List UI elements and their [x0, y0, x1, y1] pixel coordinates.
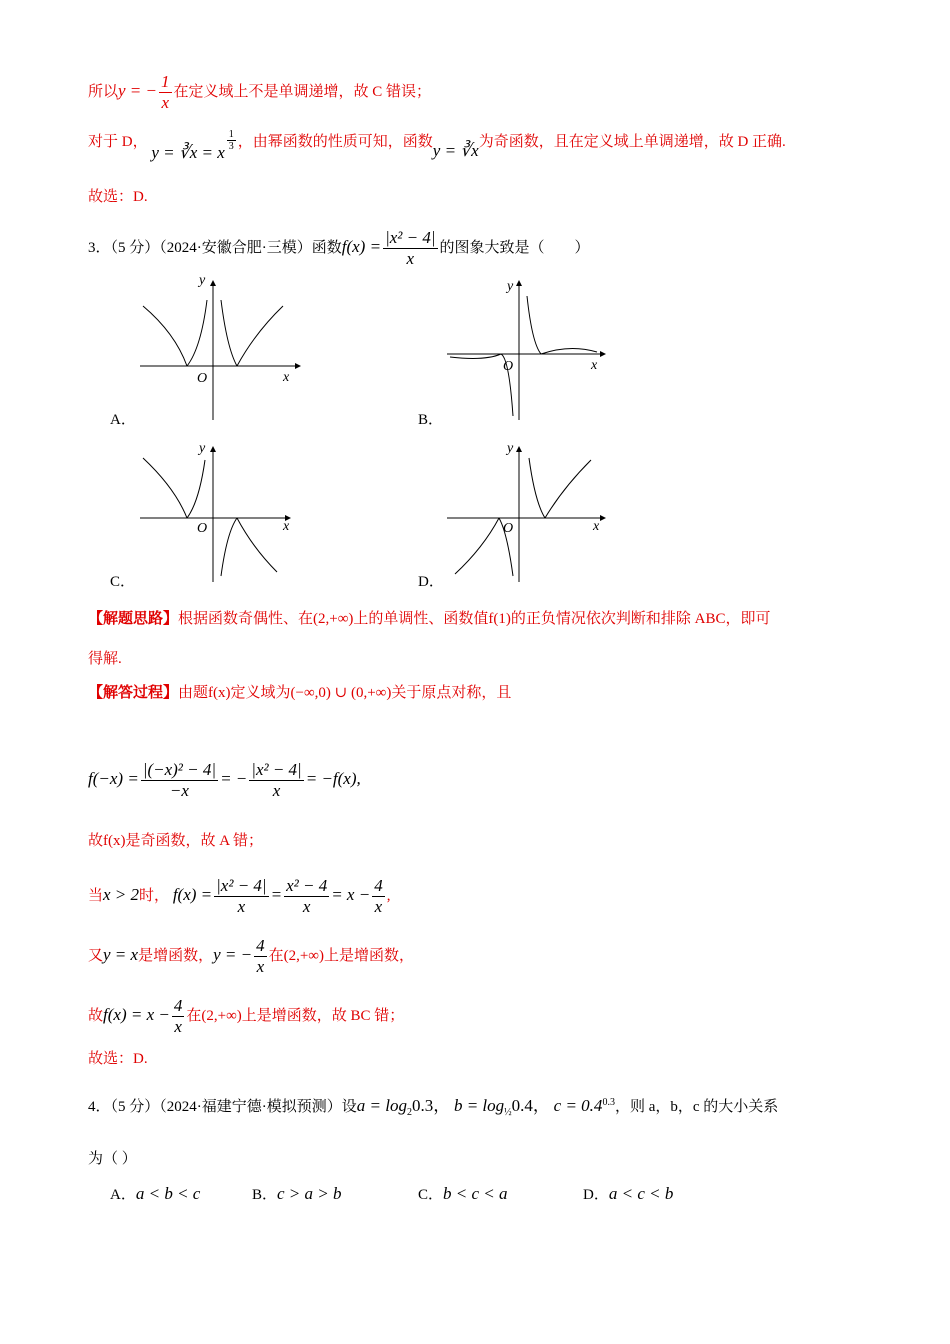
math: y = ∛x = x [151, 143, 225, 162]
num: 1 [228, 129, 234, 141]
den: x [272, 781, 281, 800]
den: x [374, 897, 383, 916]
y-label: y [507, 441, 514, 456]
q4-option-d[interactable] [583, 1183, 673, 1204]
y-label: y [199, 273, 206, 288]
math: c = 0.4 [553, 1096, 603, 1115]
text: 是增函数， [138, 947, 214, 964]
fraction [141, 760, 218, 801]
math: y = − [213, 944, 253, 964]
math: y = x [103, 944, 139, 964]
fraction [214, 876, 268, 917]
label: D． [583, 1187, 609, 1203]
math: a < b < c [135, 1184, 201, 1203]
text: 所以 [88, 83, 119, 100]
text: 当 [88, 887, 104, 904]
num: |x² − 4| [385, 228, 436, 247]
origin-label: O [503, 521, 514, 536]
text: 对于 D， [88, 134, 148, 150]
q4-option-a[interactable] [110, 1183, 200, 1204]
answer-line: 故选：D. [88, 189, 148, 205]
num: 1 [161, 72, 170, 91]
origin-label: O [197, 371, 208, 386]
num: |(−x)² − 4| [142, 760, 217, 779]
text: 在(2,+∞)上是增函数， [268, 947, 414, 964]
y-label: y [507, 279, 514, 294]
math: y = ∛x [432, 141, 479, 160]
label: B． [252, 1187, 278, 1203]
num: 4 [256, 936, 265, 955]
question-3 [88, 228, 590, 269]
den: x [256, 957, 265, 976]
den: x [174, 1017, 182, 1036]
den: x [237, 897, 246, 916]
fraction [249, 760, 303, 801]
math: = −f(x), [305, 768, 361, 788]
math: f(−x) = [88, 768, 139, 788]
origin-label: O [197, 521, 208, 536]
fraction [383, 228, 437, 269]
graph-c [135, 440, 305, 585]
math: f(x) = [172, 884, 213, 904]
text: 的图象大致是（ ） [439, 239, 590, 256]
text: 又 [88, 947, 104, 964]
exp-fraction [227, 129, 236, 152]
text: 时， [139, 887, 170, 904]
also-line [88, 936, 414, 977]
text: 为奇函数，且在定义域上单调递增，故 D 正确. [478, 134, 786, 150]
num: 4 [374, 876, 383, 895]
q4-option-c[interactable] [418, 1183, 508, 1204]
math: b = log [453, 1096, 505, 1115]
so-line [88, 996, 404, 1037]
fraction [159, 72, 172, 113]
line-option-d [88, 129, 786, 162]
num: |x² − 4| [216, 876, 267, 895]
den: x [406, 249, 415, 268]
x-label: x [283, 519, 290, 534]
option-d-label: D． [418, 574, 444, 590]
solution-idea-cont: 得解. [88, 651, 122, 667]
num: |x² − 4| [251, 760, 302, 779]
den: x [161, 93, 170, 112]
fraction [372, 876, 385, 917]
math: 0.4， [511, 1096, 550, 1115]
math: 0.3， [411, 1096, 451, 1115]
tag: 【解题思路】 [88, 611, 179, 627]
text: 根据函数奇偶性、在(2,+∞)上的单调性、函数值f(1)的正负情况依次判断和排除 ABC，即可 [178, 611, 771, 627]
graph-b [445, 278, 615, 423]
text: ，由幂函数的性质可知，函数 [237, 134, 433, 150]
q4-option-b[interactable] [252, 1183, 342, 1204]
odd-function-line: 故f(x)是奇函数，故 A 错； [88, 833, 263, 849]
sub: ½ [504, 1107, 512, 1118]
den: 3 [228, 141, 234, 153]
option-a-label: A． [110, 412, 136, 428]
solution-idea [88, 608, 771, 630]
math: b < c < a [443, 1184, 508, 1203]
graph-a [135, 273, 305, 423]
math: y = − [118, 80, 158, 100]
label: A． [110, 1187, 136, 1203]
math: = x − [331, 884, 371, 904]
x-label: x [591, 358, 598, 373]
tag: 【解答过程】 [88, 685, 179, 701]
y-label: y [199, 441, 206, 456]
question-4-cont: 为（ ） [88, 1151, 137, 1167]
label: C． [418, 1187, 444, 1203]
equation-odd [88, 760, 361, 801]
fraction [172, 996, 185, 1037]
math: c > a > b [277, 1184, 342, 1203]
num: 4 [173, 996, 183, 1015]
graph-d [445, 440, 615, 585]
origin-label: O [503, 359, 514, 374]
question-4 [88, 1092, 778, 1124]
text: 3．（5 分）（2024·安徽合肥·三模）函数 [88, 239, 342, 256]
text: 由题f(x)定义域为(−∞,0) ∪ (0,+∞)关于原点对称，且 [178, 685, 512, 701]
fraction [254, 936, 267, 977]
den: x [302, 897, 311, 916]
math: = − [220, 768, 248, 788]
math: f(x) = x − [103, 1004, 170, 1024]
when-line: 当x > 2时， f(x) = $\frac{\text{|x² − 4|}}{x}$ = $\frac{\text{x² − 4}}{x}$ = x − $\frac{4}{x}$ , [88, 876, 391, 916]
x-label: x [283, 370, 290, 385]
text: 在(2,+∞)上是增函数，故 BC 错； [186, 1007, 405, 1024]
text: 在定义域上不是单调递增，故 C 错误； [173, 83, 432, 100]
math: f(x) = [341, 236, 382, 256]
den: −x [169, 781, 189, 800]
sub: 2 [406, 1107, 412, 1118]
x-label: x [593, 519, 600, 534]
text: ，则 a，b，c 的大小关系 [614, 1099, 779, 1115]
answer-line-2: 故选：D. [88, 1051, 148, 1067]
option-c-label: C． [110, 574, 136, 590]
option-b-label: B． [418, 412, 444, 428]
num: x² − 4 [286, 876, 328, 895]
math: a < c < b [608, 1184, 674, 1203]
solution-process [88, 682, 511, 704]
sup: 0.3 [602, 1097, 615, 1108]
text: 故 [88, 1007, 104, 1024]
math: a = log [356, 1096, 407, 1115]
math: x > 2 [103, 884, 140, 904]
fraction [284, 876, 329, 917]
line-monotonic-c [88, 72, 431, 113]
text: 4．（5 分）（2024·福建宁德·模拟预测）设 [88, 1099, 357, 1115]
